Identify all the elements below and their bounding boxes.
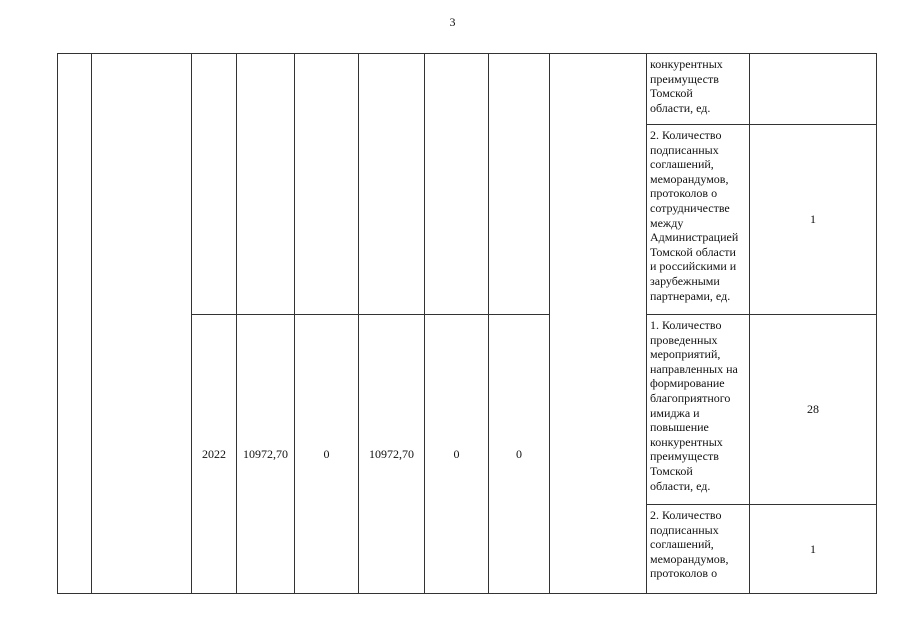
indicator-line: соглашений,	[650, 157, 714, 172]
indicator-line: Томской	[650, 463, 693, 478]
indicator-line: мероприятий,	[650, 347, 721, 362]
indicator-line: конкурентных	[650, 57, 723, 71]
indicator-line: меморандумов,	[650, 551, 729, 566]
indicator-line: Администрацией	[650, 230, 739, 245]
indicator-value-cell: 1	[750, 505, 877, 594]
indicator-cell	[647, 505, 750, 594]
number-cell	[58, 54, 92, 594]
indicator-line: зарубежными	[650, 273, 720, 288]
indicator-line: протоколов о	[650, 566, 718, 581]
indicator-line: преимуществ	[650, 449, 719, 464]
indicator-line: подписанных	[650, 142, 719, 157]
indicator-line: благоприятного	[650, 390, 731, 405]
funding-cell-c: 0	[425, 315, 489, 594]
indicator-line: партнерами, ед.	[650, 288, 731, 303]
executor-cell	[550, 54, 647, 594]
indicator-line: меморандумов,	[650, 171, 729, 186]
indicator-line: Томской области	[650, 244, 736, 259]
indicator-line: сотрудничестве	[650, 200, 730, 215]
funding-cell-d: 0	[489, 315, 550, 594]
program-table	[57, 53, 877, 594]
indicator-line: и российскими и	[650, 259, 737, 274]
name-cell	[92, 54, 192, 594]
indicator-line: формирование	[650, 376, 725, 391]
indicator-line: повышение	[650, 420, 709, 435]
indicator-line: преимуществ	[650, 71, 719, 86]
indicator-line: области, ед.	[650, 478, 711, 493]
page-number: 3	[449, 15, 456, 29]
indicator-line: конкурентных	[650, 434, 723, 449]
indicator-line: между	[650, 215, 684, 230]
funding-cell-c	[425, 54, 489, 315]
funding-cell-b	[359, 54, 425, 315]
indicator-value-cell: 28	[750, 315, 877, 505]
indicator-line: протоколов о	[650, 186, 718, 201]
funding-cell-a	[295, 54, 359, 315]
total-cell	[237, 54, 295, 315]
indicator-line: 1. Количество	[650, 318, 722, 332]
year-cell: 2022	[192, 315, 237, 594]
indicator-value-cell: 1	[750, 125, 877, 315]
indicator-cell	[647, 54, 750, 125]
funding-cell-a: 0	[295, 315, 359, 594]
indicator-line: 2. Количество	[650, 508, 722, 522]
indicator-line: проведенных	[650, 332, 718, 347]
indicator-value-cell	[750, 54, 877, 125]
indicator-cell	[647, 315, 750, 505]
table-row	[58, 54, 877, 125]
indicator-line: подписанных	[650, 522, 719, 537]
indicator-line: области, ед.	[650, 100, 711, 115]
funding-cell-d	[489, 54, 550, 315]
indicator-text-clip	[650, 508, 747, 590]
indicator-line: имиджа и	[650, 405, 700, 420]
year-cell	[192, 54, 237, 315]
indicator-line: Томской	[650, 86, 693, 101]
indicator-line: направленных на	[650, 361, 738, 376]
indicator-line: 2. Количество	[650, 128, 722, 142]
funding-cell-b: 10972,70	[359, 315, 425, 594]
total-cell: 10972,70	[237, 315, 295, 594]
indicator-cell	[647, 125, 750, 315]
indicator-line: соглашений,	[650, 537, 714, 552]
